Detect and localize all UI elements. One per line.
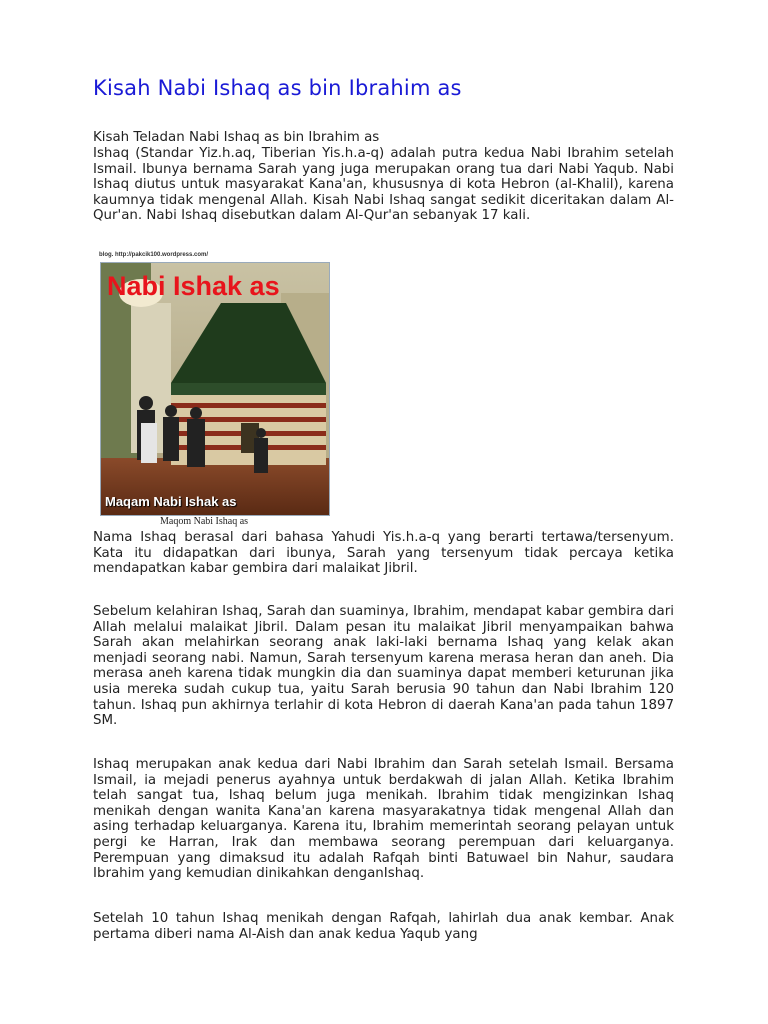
paragraph-4: Ishaq merupakan anak kedua dari Nabi Ibrahim dan Sarah setelah Ismail. Bersama Ismail, ia mejadi penerus ayahnya untuk berdakwah di jalan Allah. Ketika Ibrahim telah sangat tua, Ishaq belum juga menikah. Ibrahim tidak mengizinkan Ishaq menikah dengan wanita Kana'an karena masyarakatnya tidak mengenal Allah dan asing terhadap keluarganya. Karena itu, Ibrahim memerintah seorang pelayan untuk pergi ke Harran, Irak dan membawa seorang perempuan dari keluarganya. Perempuan yang dimaksud itu adalah Rafqah binti Batuwael bin Nahur, saudara Ibrahim yang kemudian dinikahkan denganIshaq. [93,757,674,882]
image-credit: blog. http://pakcik100.wordpress.com/ [99,252,209,258]
paragraph-2: Nama Ishaq berasal dari bahasa Yahudi Yis.h.a-q yang berarti tertawa/tersenyum. Kata itu didapatkan dari ibunya, Sarah yang tersenyum tidak percaya ketika mendapatkan kabar gembira dari malaikat Jibril. [93,530,674,577]
image-overlay-title: Nabi Ishak as [107,271,280,301]
paragraph-3: Sebelum kelahiran Ishaq, Sarah dan suaminya, Ibrahim, mendapat kabar gembira dari Allah melalui malaikat Jibril. Dalam pesan itu malaikat Jibril menyampaikan bahwa Sarah akan melahirkan seorang anak laki-laki bernama Ishaq yang kelak akan menjadi seorang nabi. Namun, Sarah tersenyum karena merasa heran dan aneh. Dia merasa aneh karena tidak mungkin dia dan suaminya dapat memberi keturunan jika usia mereka sudah cukup tua, yaitu Sarah berusia 90 tahun dan Nabi Ibrahim 120 tahun. Ishaq pun akhirnya terlahir di kota Hebron di daerah Kana'an pada tahun 1897 SM. [93,604,674,729]
article-subtitle: Kisah Teladan Nabi Ishaq as bin Ibrahim as [93,130,380,145]
tomb-figure [97,252,333,516]
tomb-photo [100,262,330,516]
paragraph-5: Setelah 10 tahun Ishaq menikah dengan Rafqah, lahirlah dua anak kembar. Anak pertama diberi nama Al-Aish dan anak kedua Yaqub yang [93,911,674,942]
article-title: Kisah Nabi Ishaq as bin Ibrahim as [93,76,462,100]
figure-caption: Maqom Nabi Ishaq as [160,516,249,527]
paragraph-1: Ishaq (Standar Yiz.h.aq, Tiberian Yis.h.a-q) adalah putra kedua Nabi Ibrahim setelah Ismail. Ibunya bernama Sarah yang juga merupakan orang tua dari Nabi Yaqub. Nabi Ishaq diutus untuk masyarakat Kana'an, khususnya di kota Hebron (al-Khalil), karena kaumnya tidak mengenal Allah. Kisah Nabi Ishaq sangat sedikit diceritakan dalam Al-Qur'an. Nabi Ishaq disebutkan dalam Al-Qur'an sebanyak 17 kali. [93,146,674,224]
image-overlay-caption: Maqam Nabi Ishak as [105,494,237,509]
